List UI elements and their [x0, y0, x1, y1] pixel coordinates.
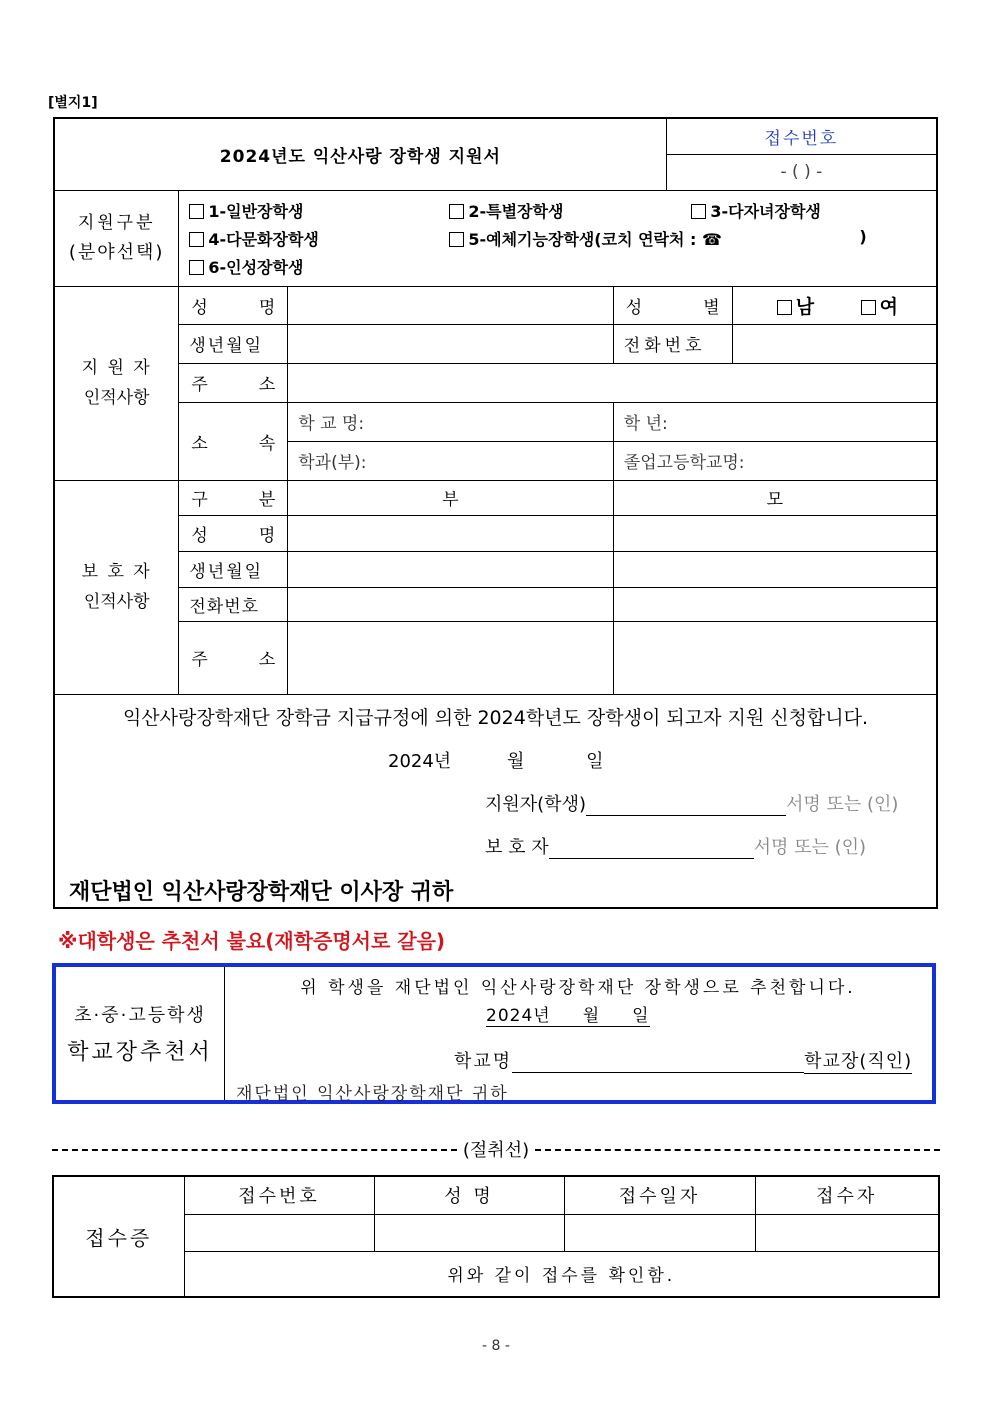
recommendation-label: 초·중·고등학생 학교장추천서 — [56, 967, 225, 1100]
department-field[interactable]: 학과(부): — [288, 441, 614, 480]
recommendation-addressee: 재단법인 익산사랑장학재단 귀하 — [236, 1084, 509, 1104]
father-address-field[interactable] — [288, 621, 614, 694]
checkbox-icon[interactable] — [189, 232, 204, 247]
declaration-area — [54, 694, 937, 908]
page-number: - 8 - — [482, 1338, 510, 1354]
form-title: 2024년도 익산사랑 장학생 지원서 — [54, 118, 666, 190]
receipt-number-label: 접수번호 — [666, 118, 937, 154]
gender-options — [732, 286, 937, 324]
female-option[interactable]: 여 — [861, 296, 898, 318]
birth-label: 생년월일 — [179, 324, 288, 363]
checkbox-icon[interactable] — [189, 204, 204, 219]
highschool-field[interactable]: 졸업고등학교명: — [613, 441, 937, 480]
address-field[interactable] — [288, 363, 937, 402]
recommendation-box — [52, 963, 936, 1104]
slip-receiver-field[interactable] — [755, 1214, 939, 1251]
mother-name-field[interactable] — [613, 515, 937, 551]
declaration-addressee: 재단법인 익산사랑장학재단 이사장 귀하 — [69, 879, 454, 905]
recommendation-text: 위 학생을 재단법인 익산사랑장학재단 장학생으로 추천합니다. — [300, 978, 856, 998]
name-label: 성 명 — [179, 286, 288, 324]
mother-phone-field[interactable] — [613, 587, 937, 621]
application-form — [53, 117, 938, 909]
name-field[interactable] — [288, 286, 614, 324]
affiliation-label: 소 속 — [179, 402, 288, 480]
option-general[interactable]: 1-일반장학생 — [189, 199, 303, 222]
form-tag: [별지1] — [48, 95, 98, 111]
slip-date-field[interactable] — [564, 1214, 755, 1251]
slip-number-field[interactable] — [184, 1214, 374, 1251]
option-special[interactable]: 2-특별장학생 — [449, 199, 563, 222]
phone-label: 전화번호 — [613, 324, 732, 363]
checkbox-icon[interactable] — [189, 260, 204, 275]
checkbox-icon[interactable] — [861, 300, 876, 315]
slip-confirm-text: 위와 같이 접수를 확인함. — [184, 1251, 939, 1297]
division-label: 구 분 — [179, 480, 288, 515]
recommendation-date: 2024년 월 일 — [486, 1001, 650, 1027]
cut-line: (절취선) — [52, 1136, 940, 1162]
father-phone-field[interactable] — [288, 587, 614, 621]
checkbox-icon[interactable] — [777, 300, 792, 315]
slip-header-date: 접수일자 — [564, 1176, 755, 1214]
school-field[interactable]: 학 교 명: — [288, 402, 614, 441]
mother-address-field[interactable] — [613, 621, 937, 694]
option-character[interactable]: 6-인성장학생 — [189, 255, 303, 278]
school-principal-line[interactable]: 학교명 학교장(직인) — [454, 1047, 912, 1074]
phone-field[interactable] — [732, 324, 937, 363]
receipt-slip — [52, 1175, 940, 1298]
option-arts-sports[interactable]: 5-예체기능장학생(코치 연락처 : ☎ — [449, 227, 722, 250]
gender-label: 성 별 — [613, 286, 732, 324]
guardian-phone-label: 전화번호 — [179, 587, 288, 621]
slip-header-number: 접수번호 — [184, 1176, 374, 1214]
address-label: 주 소 — [179, 363, 288, 402]
father-name-field[interactable] — [288, 515, 614, 551]
slip-header-name: 성 명 — [374, 1176, 564, 1214]
guardian-section-label: 보 호 자 인적사항 — [54, 480, 179, 694]
grade-field[interactable]: 학 년: — [613, 402, 937, 441]
checkbox-icon[interactable] — [449, 204, 464, 219]
declaration-date: 2024년 월 일 — [388, 750, 604, 772]
coach-contact-close: ) — [859, 226, 867, 246]
birth-field[interactable] — [288, 324, 614, 363]
applicant-signature-line[interactable]: 지원자(학생) 서명 또는 (인) — [485, 793, 899, 815]
declaration-statement: 익산사랑장학재단 장학금 지급규정에 의한 2024학년도 장학생이 되고자 지원 신청합니다. — [122, 706, 869, 729]
guardian-signature-line[interactable]: 보 호 자 서명 또는 (인) — [485, 836, 867, 858]
guardian-name-label: 성 명 — [179, 515, 288, 551]
option-multicultural[interactable]: 4-다문화장학생 — [189, 227, 319, 250]
father-header: 부 — [288, 480, 614, 515]
category-label: 지원구분 (분야선택) — [54, 190, 179, 286]
slip-name-field[interactable] — [374, 1214, 564, 1251]
mother-birth-field[interactable] — [613, 551, 937, 587]
guardian-birth-label: 생년월일 — [179, 551, 288, 587]
option-multichild[interactable]: 3-다자녀장학생 — [691, 199, 821, 222]
applicant-section-label: 지 원 자 인적사항 — [54, 286, 179, 480]
receipt-number-field[interactable]: - ( ) - — [666, 154, 937, 190]
receipt-slip-label: 접수증 — [53, 1176, 184, 1297]
checkbox-icon[interactable] — [691, 204, 706, 219]
mother-header: 모 — [613, 480, 937, 515]
father-birth-field[interactable] — [288, 551, 614, 587]
male-option[interactable]: 남 — [777, 296, 814, 318]
university-notice: ※대학생은 추천서 불요(재학증명서로 갈음) — [58, 929, 446, 953]
checkbox-icon[interactable] — [449, 232, 464, 247]
category-options — [179, 190, 937, 286]
guardian-address-label: 주 소 — [179, 621, 288, 694]
slip-header-receiver: 접수자 — [755, 1176, 939, 1214]
